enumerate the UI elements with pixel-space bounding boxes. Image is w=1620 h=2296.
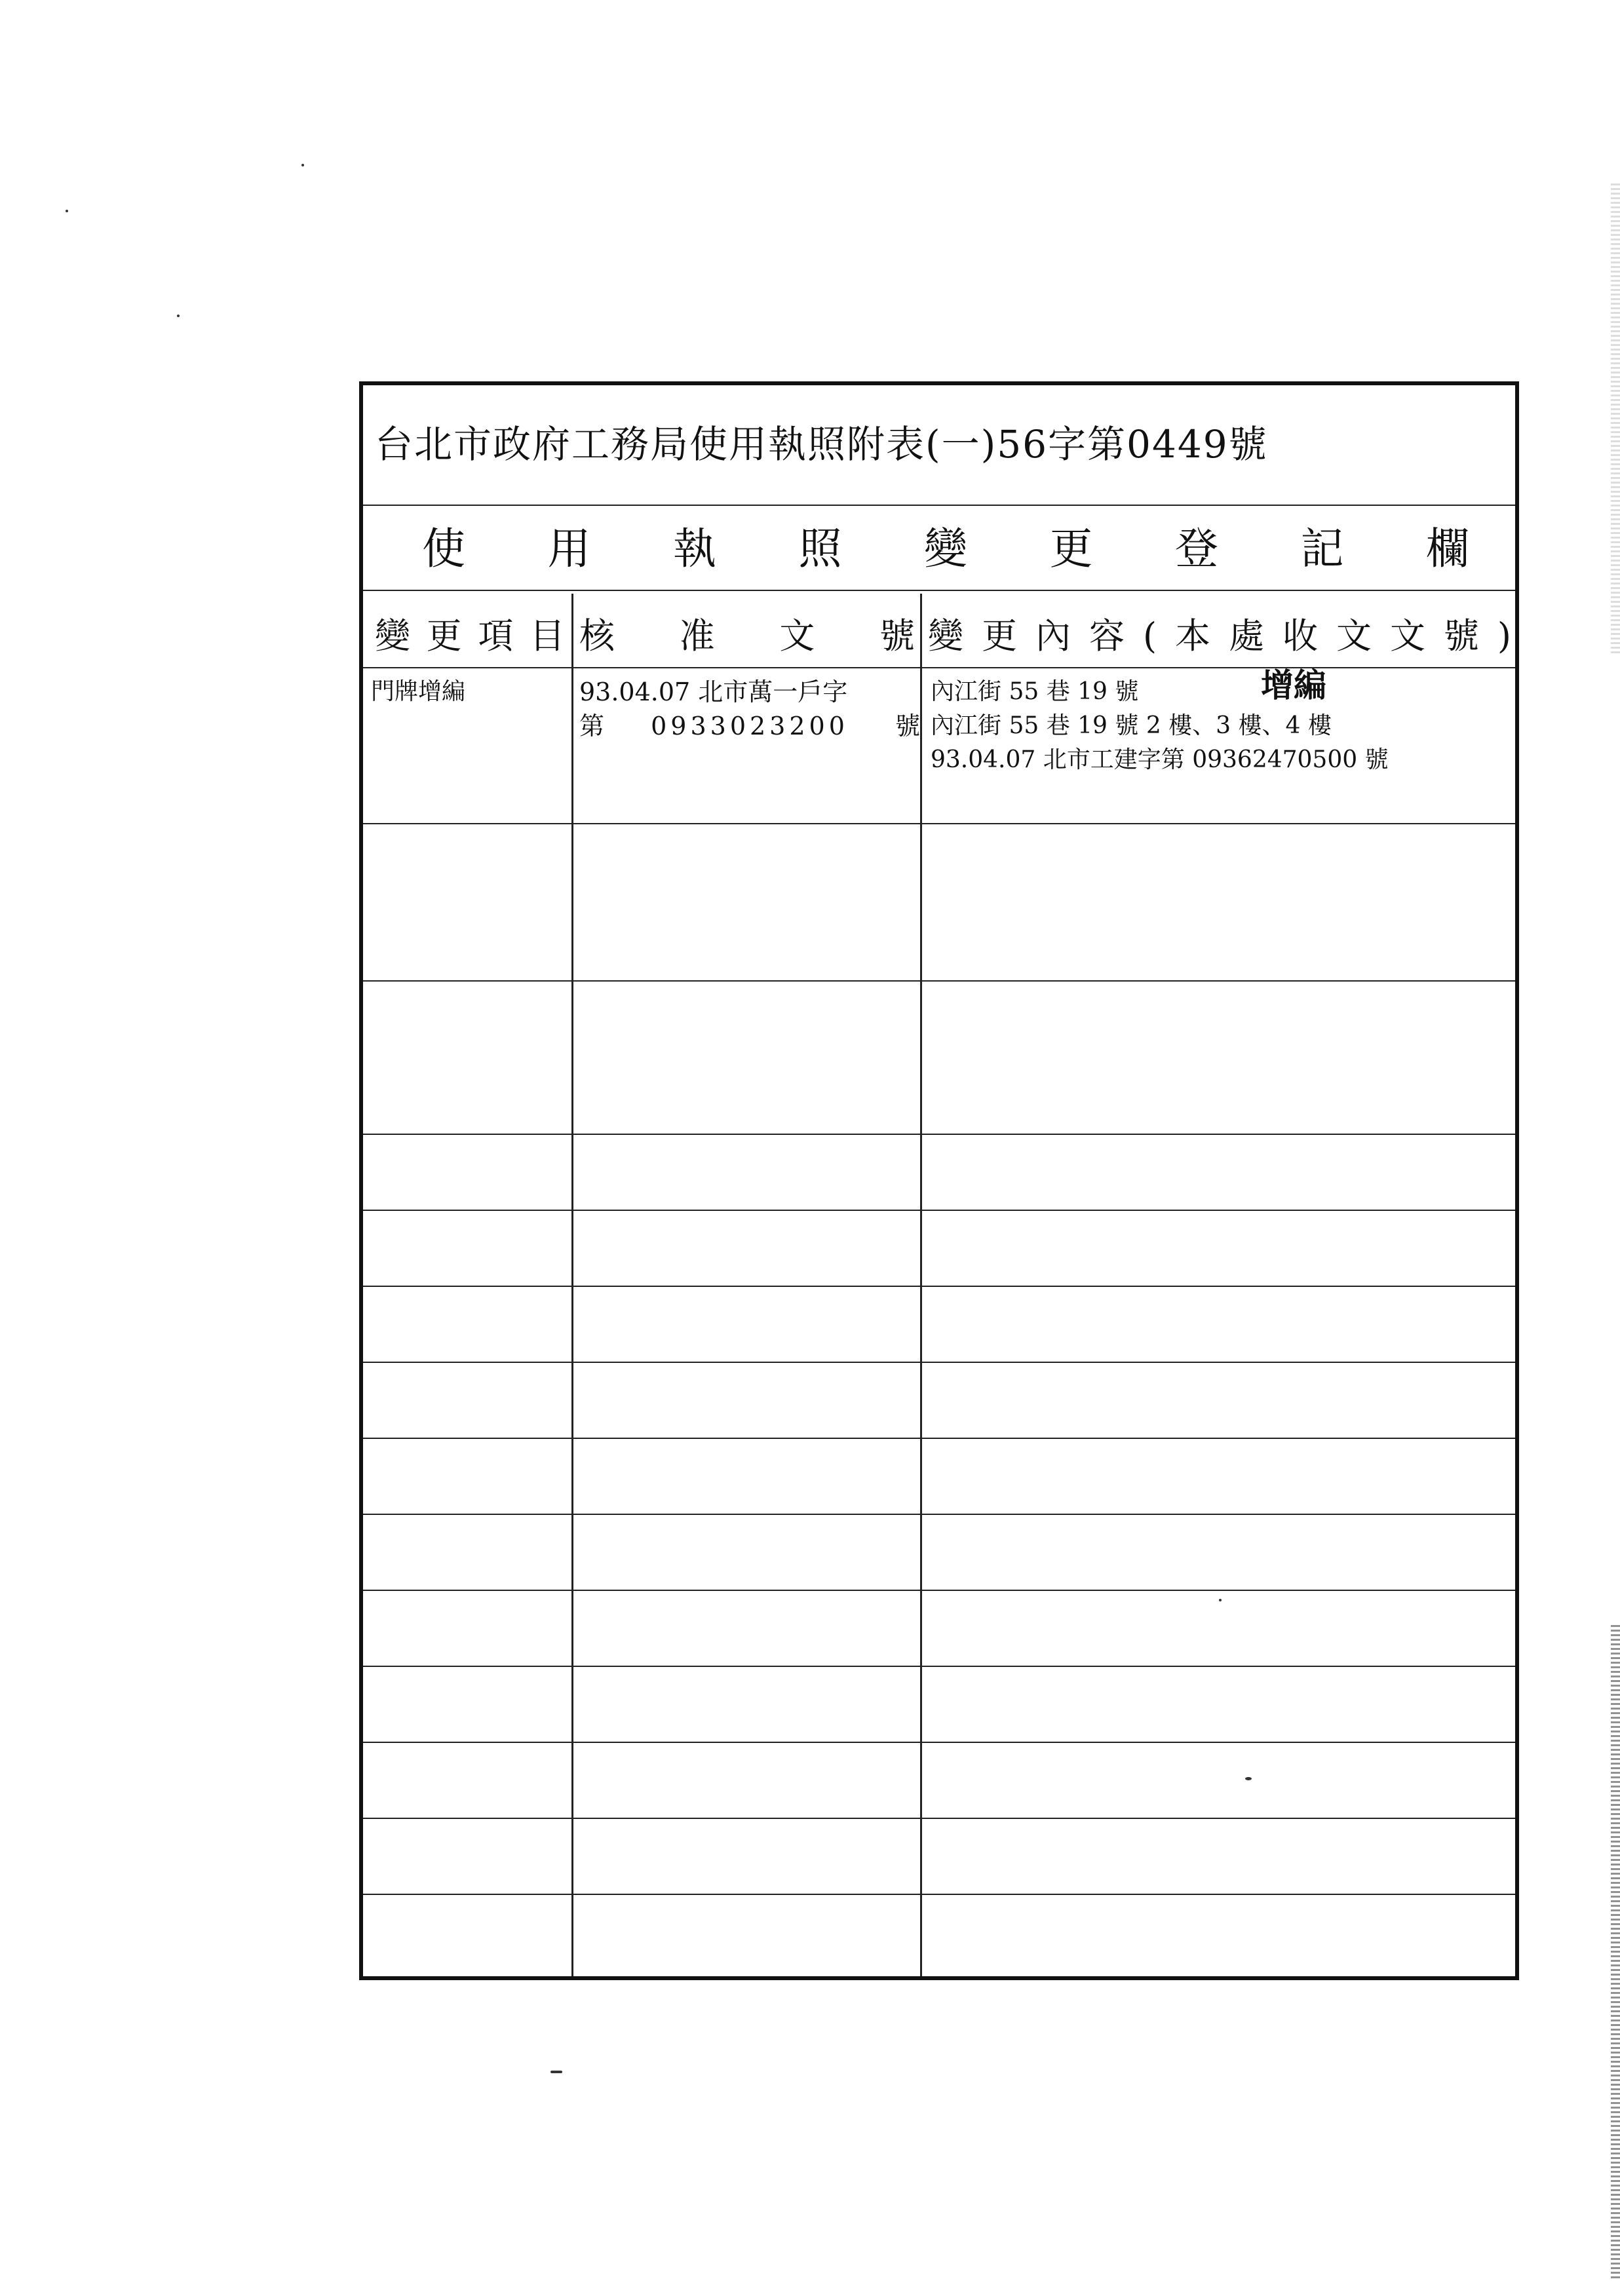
row-divider bbox=[363, 1134, 1515, 1135]
row-1-content-line-2: 內江街 55 巷 19 號 2 樓、3 樓、4 樓 bbox=[931, 712, 1332, 739]
register-heading-char: 使 bbox=[422, 524, 465, 574]
scan-edge-artifact bbox=[1611, 183, 1620, 655]
column-header-char: 處 bbox=[1228, 615, 1264, 657]
row-divider bbox=[363, 1210, 1515, 1211]
column-header-divider bbox=[363, 667, 1515, 668]
scan-speck bbox=[301, 164, 304, 166]
register-heading-char: 欄 bbox=[1426, 524, 1469, 574]
column-header-char: 文 bbox=[1389, 615, 1425, 657]
column-header-char: 文 bbox=[779, 615, 815, 657]
column-header-char: 准 bbox=[679, 615, 715, 657]
column-header-char: ) bbox=[1497, 615, 1511, 657]
title-divider bbox=[363, 505, 1515, 506]
register-heading-char: 用 bbox=[547, 524, 591, 574]
row-divider bbox=[363, 1666, 1515, 1667]
column-header-char: 號 bbox=[1443, 615, 1479, 657]
column-header-approval-number bbox=[579, 613, 915, 659]
register-heading-char: 照 bbox=[798, 524, 842, 574]
register-heading bbox=[422, 520, 1469, 579]
column-header-char: 內 bbox=[1035, 615, 1071, 657]
heading-divider bbox=[363, 590, 1515, 591]
scan-speck bbox=[66, 210, 68, 212]
scan-speck bbox=[550, 2071, 562, 2073]
row-divider bbox=[363, 1590, 1515, 1591]
column-header-change-content bbox=[928, 613, 1511, 659]
approval-number: 0933023200 bbox=[651, 712, 849, 740]
column-header-char: 文 bbox=[1336, 615, 1372, 657]
register-heading-char: 記 bbox=[1300, 524, 1344, 574]
row-1-approval-line-1: 93.04.07 北市萬一戶字 bbox=[579, 678, 848, 706]
register-heading-char: 更 bbox=[1049, 524, 1093, 574]
column-divider bbox=[571, 594, 573, 1976]
row-divider bbox=[363, 1894, 1515, 1895]
approval-prefix: 第 bbox=[579, 712, 605, 740]
column-header-char: 變 bbox=[375, 615, 410, 657]
row-1-content-line-3: 93.04.07 北市工建字第 09362470500 號 bbox=[931, 746, 1389, 773]
column-header-char: 核 bbox=[579, 615, 615, 657]
column-header-char: 更 bbox=[981, 615, 1017, 657]
column-header-char: 容 bbox=[1089, 615, 1125, 657]
register-heading-char: 變 bbox=[924, 524, 967, 574]
column-header-char: 項 bbox=[478, 615, 514, 657]
usage-license-change-form bbox=[359, 381, 1519, 1980]
register-heading-char: 執 bbox=[673, 524, 716, 574]
row-divider bbox=[363, 1818, 1515, 1819]
column-header-char: 收 bbox=[1282, 615, 1318, 657]
column-header-item bbox=[375, 613, 565, 659]
row-divider bbox=[363, 1514, 1515, 1515]
column-divider bbox=[920, 594, 922, 1976]
row-1-change-item: 門牌增編 bbox=[371, 678, 466, 705]
column-header-char: ( bbox=[1142, 615, 1157, 657]
register-heading-char: 登 bbox=[1175, 524, 1218, 574]
scan-edge-artifact bbox=[1611, 1625, 1620, 2280]
row-divider bbox=[363, 1286, 1515, 1287]
row-divider bbox=[363, 823, 1515, 824]
form-title: 台北市政府工務局使用執照附表(一)56字第0449號 bbox=[375, 422, 1268, 467]
scan-speck bbox=[177, 315, 180, 317]
column-header-char: 號 bbox=[879, 615, 915, 657]
row-1-content-stamp: 增編 bbox=[1261, 666, 1326, 704]
column-header-char: 更 bbox=[426, 615, 462, 657]
row-divider bbox=[363, 1362, 1515, 1363]
column-header-char: 變 bbox=[928, 615, 963, 657]
row-1-content-line-1: 內江街 55 巷 19 號 bbox=[931, 678, 1139, 705]
row-divider bbox=[363, 1438, 1515, 1439]
column-header-char: 目 bbox=[529, 615, 565, 657]
approval-suffix: 號 bbox=[895, 712, 920, 740]
row-divider bbox=[363, 1742, 1515, 1743]
row-divider bbox=[363, 980, 1515, 982]
column-header-char: 本 bbox=[1175, 615, 1210, 657]
row-1-approval-line-2 bbox=[579, 710, 920, 742]
